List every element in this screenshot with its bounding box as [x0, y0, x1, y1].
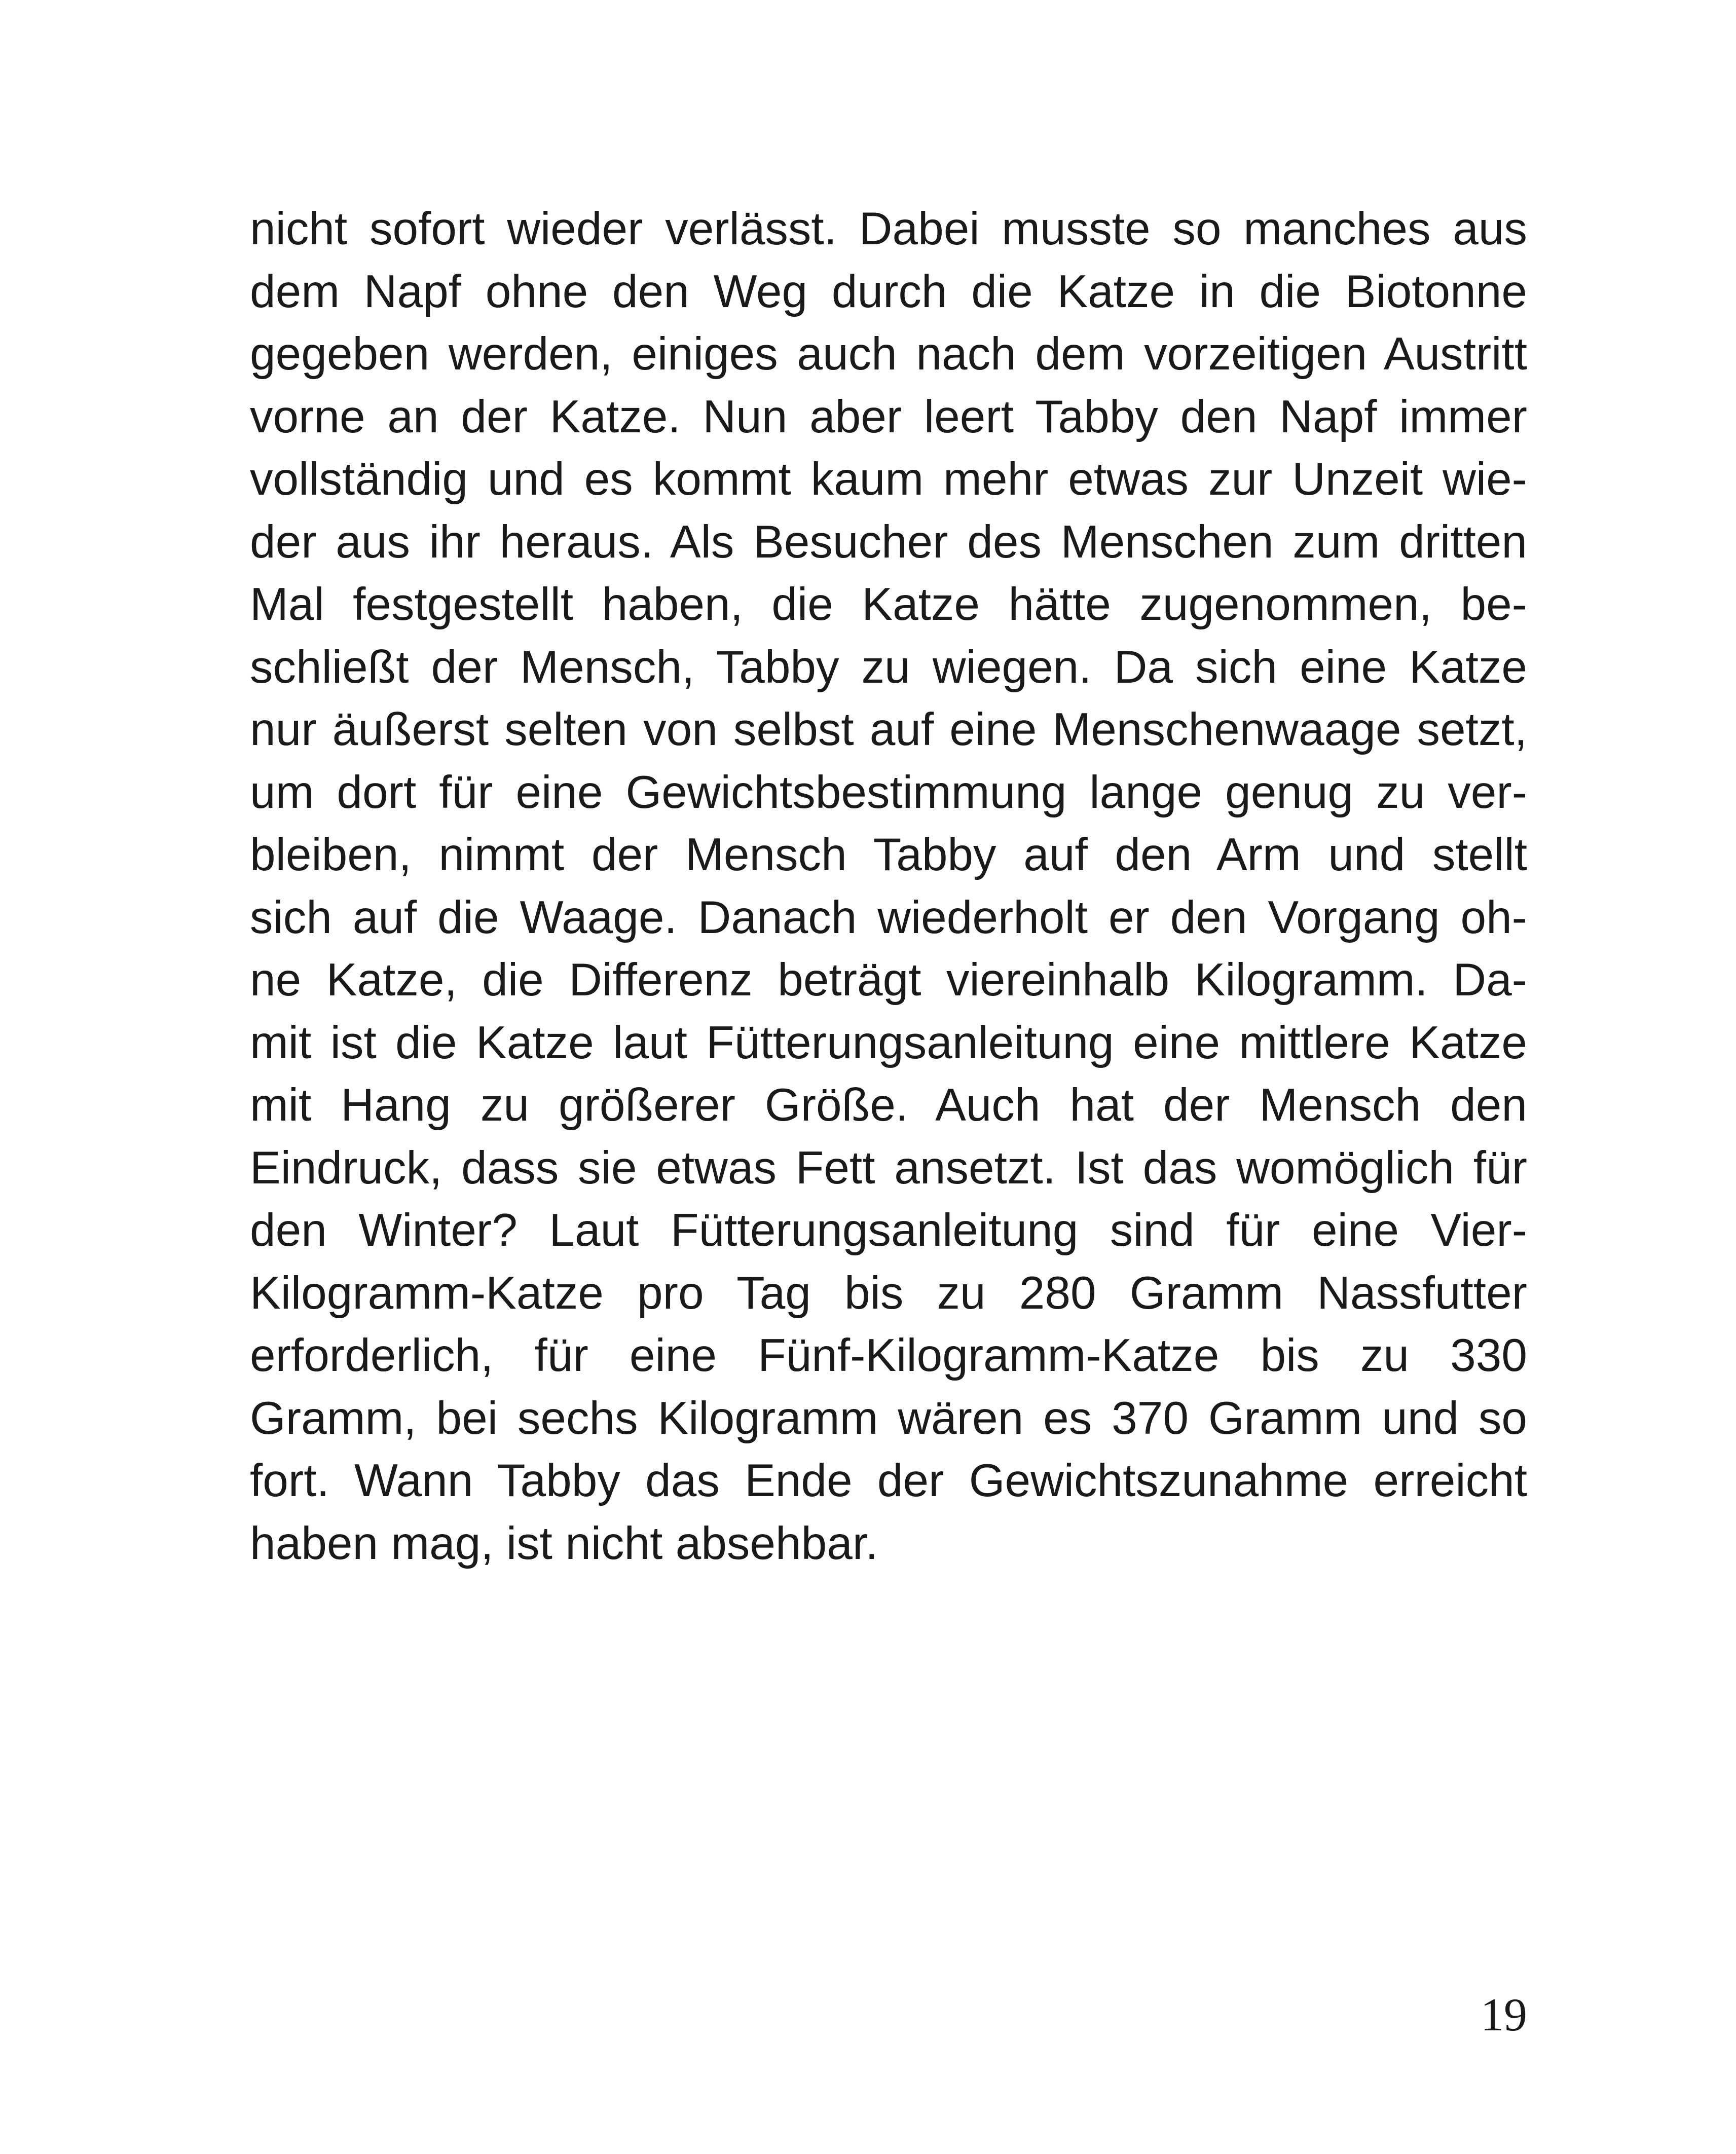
- text-line-last: haben mag, ist nicht absehbar.: [250, 1517, 878, 1569]
- text-line: mit Hang zu größerer Größe. Auch hat der Mensch den: [250, 1080, 1527, 1131]
- body-text: [250, 198, 1527, 1575]
- text-line: Kilogramm-Katze pro Tag bis zu 280 Gramm Nassfutter: [250, 1267, 1527, 1319]
- text-line: dem Napf ohne den Weg durch die Katze in die Biotonne: [250, 266, 1527, 317]
- text-line: fort. Wann Tabby das Ende der Gewichtszunahme erreicht: [250, 1455, 1527, 1506]
- text-line: Mal festgestellt haben, die Katze hätte zugenommen, be-: [250, 579, 1527, 630]
- text-line: ne Katze, die Differenz beträgt viereinhalb Kilogramm. Da-: [250, 954, 1527, 1006]
- text-line: sich auf die Waage. Danach wiederholt er den Vorgang oh-: [250, 892, 1527, 943]
- text-line: um dort für eine Gewichtsbestimmung lange genug zu ver-: [250, 766, 1527, 818]
- text-line: nur äußerst selten von selbst auf eine Menschenwaage setzt,: [250, 704, 1527, 755]
- text-line: schließt der Mensch, Tabby zu wiegen. Da sich eine Katze: [250, 641, 1527, 693]
- text-line: erforderlich, für eine Fünf-Kilogramm-Katze bis zu 330: [250, 1330, 1527, 1381]
- text-line: bleiben, nimmt der Mensch Tabby auf den Arm und stellt: [250, 829, 1527, 880]
- text-line: gegeben werden, einiges auch nach dem vorzeitigen Austritt: [250, 328, 1527, 380]
- text-line: der aus ihr heraus. Als Besucher des Menschen zum dritten: [250, 516, 1527, 568]
- text-line: den Winter? Laut Fütterungsanleitung sind für eine Vier-: [250, 1205, 1527, 1256]
- text-line: nicht sofort wieder verlässt. Dabei musste so manches aus: [250, 203, 1527, 254]
- page-number: 19: [1481, 1989, 1527, 2040]
- text-line: Eindruck, dass sie etwas Fett ansetzt. Ist das womöglich für: [250, 1142, 1527, 1194]
- text-line: vollständig und es kommt kaum mehr etwas zur Unzeit wie-: [250, 454, 1527, 505]
- text-line: mit ist die Katze laut Fütterungsanleitung eine mittlere Katze: [250, 1017, 1527, 1068]
- text-line: vorne an der Katze. Nun aber leert Tabby den Napf immer: [250, 391, 1527, 442]
- text-line: Gramm, bei sechs Kilogramm wären es 370 Gramm und so: [250, 1392, 1527, 1444]
